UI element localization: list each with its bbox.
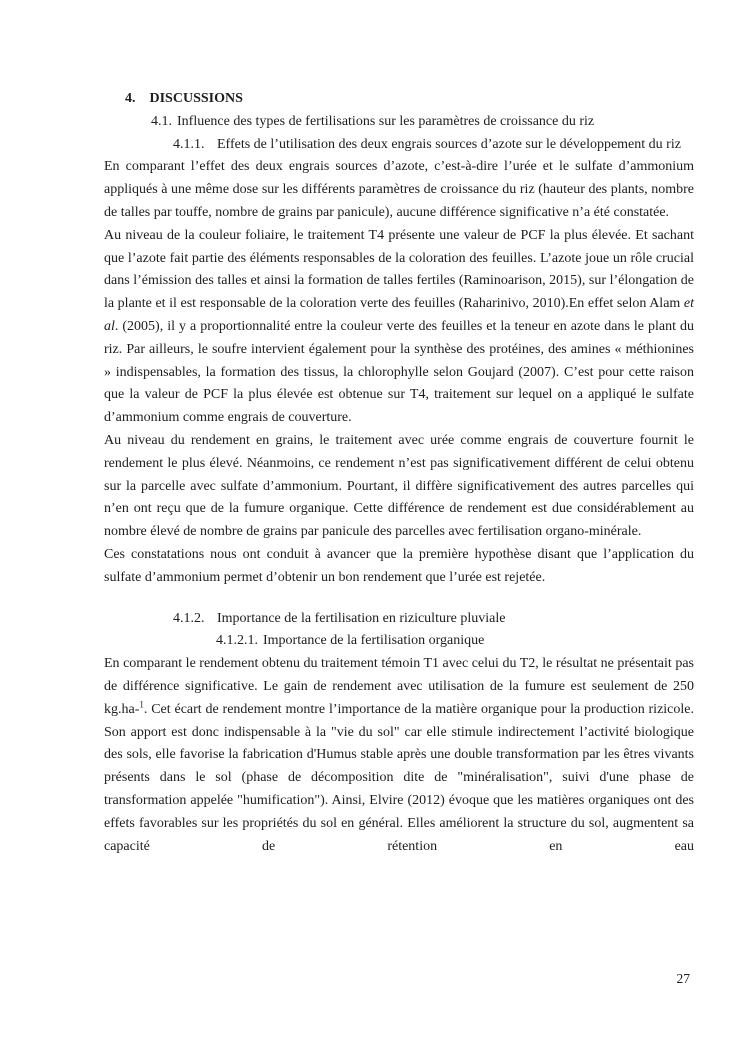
section-spacer bbox=[104, 590, 694, 608]
paragraph-comparaison-temoin bbox=[104, 653, 694, 858]
paragraph-couleur-foliaire bbox=[104, 225, 694, 430]
heading-organique-label: Importance de la fertilisation organique bbox=[263, 633, 485, 649]
et-al-italic: et al bbox=[104, 296, 694, 334]
heading-influence-fertilisations bbox=[104, 111, 694, 134]
heading-importance-label: Importance de la fertilisation en riziculture pluviale bbox=[217, 610, 506, 626]
heading-discussions bbox=[104, 88, 694, 111]
paragraph-comparaison-engrais: En comparant l’effet des deux engrais sources d’azote, c’est-à-dire l’urée et le sulfate d’ammonium appliqués à une même dose sur les différents paramètres de croissance du riz (hauteur des plants, nombre de talles par touffe, nombre de grains par panicule), aucune différence significative n’a été constatée. bbox=[104, 159, 694, 220]
paragraph-constatations: Ces constatations nous ont conduit à avancer que la première hypothèse disant que l’application du sulfate d’ammonium permet d’obtenir un bon rendement que l’urée est rejetée. bbox=[104, 546, 694, 585]
heading-importance-number: 4.1.2. bbox=[173, 610, 205, 626]
heading-influence-number: 4.1. bbox=[151, 113, 172, 129]
heading-organique-number: 4.1.2.1. bbox=[216, 633, 258, 649]
paragraph-couleur-foliaire-suite: . (2005), il y a proportionnalité entre la couleur verte des feuilles et la teneur en azote dans le plant du riz. Par ailleurs, le soufre intervient également pour la synthèse des protéines, des amines « méthionines » indispensables, la formation des tissus, la chlorophylle selon Goujard (2007). C’est pour cette raison que la valeur de PCF la plus élevée est obtenue sur T4, traitement sur lequel on a appliqué le sulfate d’ammonium comme engrais de couverture. bbox=[104, 318, 694, 426]
paragraph-temoin-suite: . Cet écart de rendement montre l’importance de la matière organique pour la production rizicole. Son apport est donc indispensable à la "vie du sol" car elle stimule indirectement l’activité biologique des sols, elle favorise la fabrication d'Humus stable après une double transformation par les êtres vivants présents dans le sol (phase de décomposition dite de "minéralisation", suivi d'une phase de transformation appelée "humification"). Ainsi, Elvire (2012) évoque que les matières organiques ont des effets favorables sur les propriétés du sol en général. Elles améliorent la structure du sol, augmentent sa capacité de rétention en eau bbox=[104, 701, 694, 854]
heading-effets-number: 4.1.1. bbox=[173, 136, 205, 152]
heading-fertilisation-organique bbox=[104, 630, 694, 653]
paragraph-rendement-grains: Au niveau du rendement en grains, le traitement avec urée comme engrais de couverture fournit le rendement le plus élevé. Néanmoins, ce rendement n’est pas significativement différent de celui obtenu sur la parcelle avec sulfate d’ammonium. Pourtant, il diffère significativement des autres parcelles qui n’en ont reçu que de la fumure organique. Cette différence de rendement est due considérablement au nombre élevé de nombre de grains par panicule des parcelles avec fertilisation organo-minérale. bbox=[104, 432, 694, 540]
heading-importance-fertilisation bbox=[104, 608, 694, 631]
paragraph-couleur-foliaire-text: Au niveau de la couleur foliaire, le traitement T4 présente une valeur de PCF la plus élevée. Et sachant que l’azote fait partie des éléments responsables de la coloration des feuilles. L’azote joue un rôle crucial dans l’émission des talles et ainsi la formation de talles fertiles (Raminoarison, 2015), sur l’élongation de la plante et il est responsable de la coloration verte des feuilles (Raharinivo, 2010).En effet selon Alam bbox=[104, 227, 694, 312]
paragraph-temoin-text: En comparant le rendement obtenu du traitement témoin T1 avec celui du T2, le résultat ne présentait pas de différence significative. Le gain de rendement avec utilisation de la fumure est seulement de 250 kg.ha- bbox=[104, 656, 694, 717]
page-content bbox=[104, 88, 694, 858]
page-number: 27 bbox=[676, 971, 690, 986]
heading-effets-engrais bbox=[104, 134, 694, 157]
heading-effets-label: Effets de l’utilisation des deux engrais sources d’azote sur le développement du riz bbox=[217, 136, 681, 152]
heading-discussions-label: DISCUSSIONS bbox=[149, 91, 243, 106]
exponent-un: 1 bbox=[139, 699, 144, 710]
heading-influence-label: Influence des types de fertilisations sur les paramètres de croissance du riz bbox=[177, 113, 595, 129]
heading-discussions-number: 4. bbox=[125, 91, 136, 106]
